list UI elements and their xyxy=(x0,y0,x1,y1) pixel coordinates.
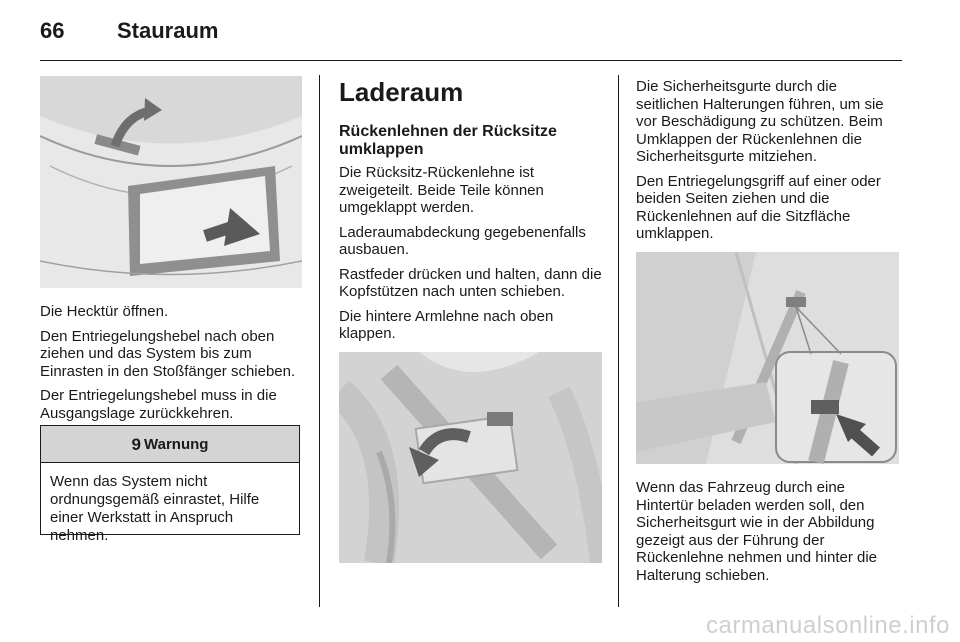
column-divider-left xyxy=(319,75,320,607)
warning-box xyxy=(40,425,300,544)
instruction-lever-return: Der Entriegelungshebel muss in die Ausgangslage zurückkehren. xyxy=(40,387,277,422)
middle-column-text xyxy=(339,164,602,350)
page-number: 66 xyxy=(40,18,65,43)
header-rule xyxy=(40,60,902,61)
para-seatbelts-guide: Die Sicherheitsgurte durch die seitlichen Halterungen führen, um sie vor Beschädigung zu schützen. Beim Umklappen der Rückenlehnen die Sicherheitsgurte mitziehen. xyxy=(636,78,884,165)
instruction-open-tailgate: Die Hecktür öffnen. xyxy=(40,303,169,320)
warning-text: Wenn das System nicht ordnungsgemäß einrastet, Hilfe einer Werkstatt in Anspruch nehmen. xyxy=(50,473,260,544)
para-armrest: Die hintere Armlehne nach oben klappen. xyxy=(339,307,554,342)
subheading-fold-backrests: Rückenlehnen der Rücksitze umklappen xyxy=(339,123,557,158)
para-release-handle: Den Entriegelungsgriff auf einer oder beiden Seiten ziehen und die Rückenlehnen auf die Sitzfläche umklappen. xyxy=(636,172,881,242)
para-remove-cover: Laderaumabdeckung gegebenenfalls ausbauen. xyxy=(339,223,586,258)
para-headrests: Rastfeder drücken und halten, dann die Kopfstützen nach unten schieben. xyxy=(339,265,602,300)
heading-laderaum: Laderaum xyxy=(339,77,464,107)
figure-trailer-hitch xyxy=(40,76,302,288)
left-column-text xyxy=(40,303,302,429)
warning-triangle-icon: 9 xyxy=(131,434,142,454)
para-backrest-split: Die Rücksitz-Rückenlehne ist zweigeteilt. Beide Teile können umgeklappt werden. xyxy=(339,164,544,216)
right-column-text-top xyxy=(636,78,902,250)
warning-title: Warnung xyxy=(144,435,209,453)
watermark: carmanualsonline.info xyxy=(706,612,950,639)
section-title: Stauraum xyxy=(117,18,219,43)
figure-seatbelt-holder xyxy=(636,252,899,464)
figure-armrest xyxy=(339,352,602,563)
instruction-pull-lever: Den Entriegelungshebel nach oben ziehen und das System bis zum Einrasten in den Stoßfänger schieben. xyxy=(40,327,296,380)
warning-header xyxy=(41,426,299,463)
para-rear-door-loading: Wenn das Fahrzeug durch eine Hintertür beladen werden soll, den Sicherheitsgurt wie in der Abbildung gezeigt aus der Führung der Rückenlehne nehmen und hinter die Halterung schieben. xyxy=(636,479,878,584)
column-divider-right xyxy=(618,75,619,607)
right-column-text-bottom xyxy=(636,479,902,591)
